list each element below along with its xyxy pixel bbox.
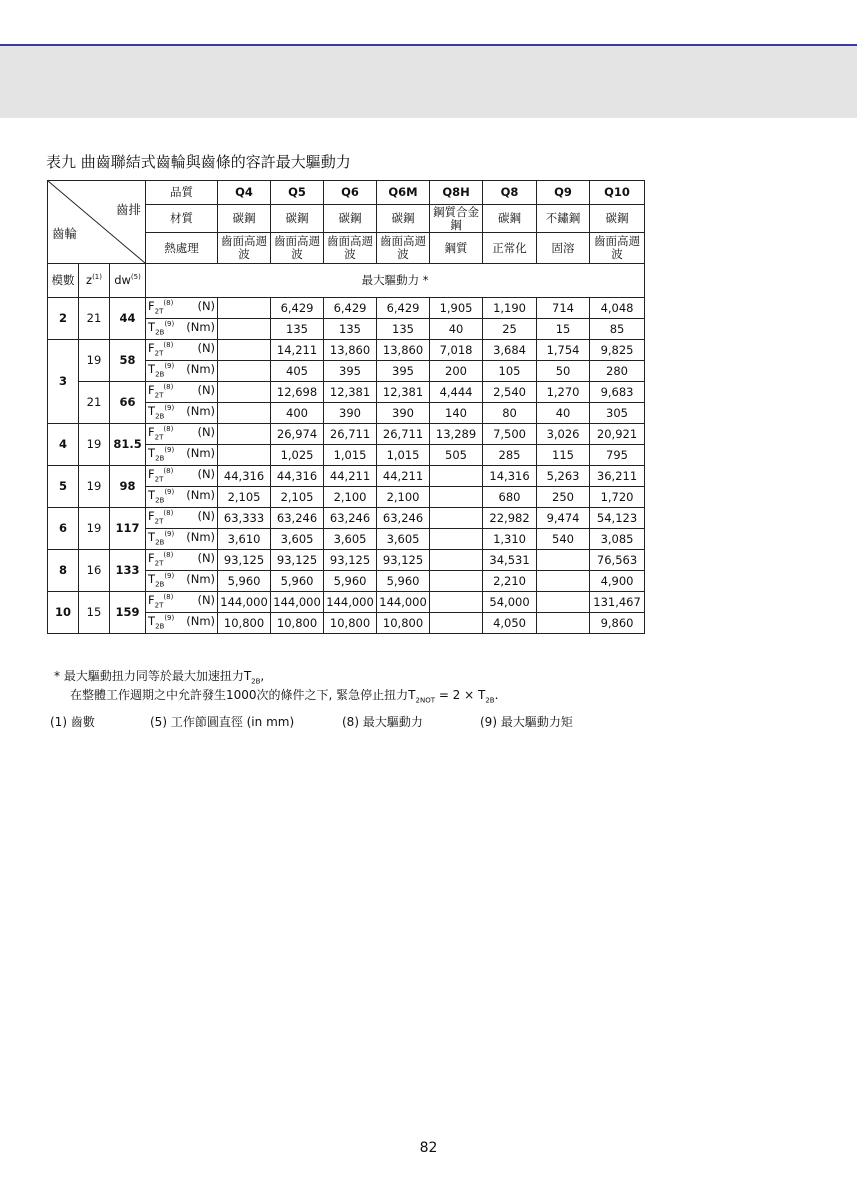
value-cell: 1,015 — [324, 445, 377, 466]
value-cell: 5,263 — [537, 466, 590, 487]
value-cell: 1,310 — [483, 529, 537, 550]
value-cell — [218, 298, 271, 319]
treatment-q6: 齒面高週波 — [324, 233, 377, 264]
z-cell: 21 — [79, 382, 110, 424]
treatment-q6m: 齒面高週波 — [377, 233, 430, 264]
torque-label: $T_{2B}^{(9)}$ (Nm) — [146, 613, 218, 634]
table-row — [48, 340, 645, 361]
table-row — [48, 550, 645, 571]
dw-cell: 81.5 — [110, 424, 146, 466]
torque-label: $T_{2B}^{(9)}$ (Nm) — [146, 445, 218, 466]
quality-label: 品質 — [146, 181, 218, 205]
value-cell: 93,125 — [324, 550, 377, 571]
z-header: $z^{(1)}$ — [79, 264, 110, 298]
value-cell: 2,105 — [218, 487, 271, 508]
table-row — [48, 424, 645, 445]
value-cell: 3,085 — [590, 529, 645, 550]
module-header: 模數 — [48, 264, 79, 298]
value-cell: 10,800 — [324, 613, 377, 634]
value-cell: 9,860 — [590, 613, 645, 634]
grade-q6m: Q6M — [377, 181, 430, 205]
value-cell: 105 — [483, 361, 537, 382]
value-cell: 1,720 — [590, 487, 645, 508]
grade-q8h: Q8H — [430, 181, 483, 205]
footnote-max-force: (8) 最大驅動力 — [342, 715, 423, 729]
value-cell: 40 — [537, 403, 590, 424]
value-cell: 36,211 — [590, 466, 645, 487]
value-cell: 1,015 — [377, 445, 430, 466]
value-cell: 2,105 — [271, 487, 324, 508]
value-cell: 9,683 — [590, 382, 645, 403]
table-row — [48, 298, 645, 319]
value-cell: 285 — [483, 445, 537, 466]
value-cell: 12,381 — [377, 382, 430, 403]
grade-q5: Q5 — [271, 181, 324, 205]
dw-cell: 159 — [110, 592, 146, 634]
value-cell: 63,333 — [218, 508, 271, 529]
value-cell: 25 — [483, 319, 537, 340]
value-cell: 6,429 — [324, 298, 377, 319]
value-cell: 93,125 — [218, 550, 271, 571]
force-label: $F_{2T}^{(8)}$ (N) — [146, 424, 218, 445]
footnote-pitch-diameter: (5) 工作節圓直徑 (in mm) — [150, 715, 295, 729]
force-label: $F_{2T}^{(8)}$ (N) — [146, 550, 218, 571]
z-cell: 15 — [79, 592, 110, 634]
value-cell: 2,100 — [324, 487, 377, 508]
value-cell — [218, 319, 271, 340]
value-cell: 1,270 — [537, 382, 590, 403]
value-cell: 7,018 — [430, 340, 483, 361]
material-label: 材質 — [146, 205, 218, 233]
dw-cell: 98 — [110, 466, 146, 508]
value-cell: 2,210 — [483, 571, 537, 592]
z-cell: 19 — [79, 340, 110, 382]
torque-label: $T_{2B}^{(9)}$ (Nm) — [146, 361, 218, 382]
z-cell: 19 — [79, 424, 110, 466]
drive-force-table — [47, 180, 645, 634]
value-cell — [218, 340, 271, 361]
value-cell: 14,211 — [271, 340, 324, 361]
z-cell: 21 — [79, 298, 110, 340]
footnote-max-torque: (9) 最大驅動力矩 — [480, 715, 573, 729]
material-q6: 碳鋼 — [324, 205, 377, 233]
grade-q8: Q8 — [483, 181, 537, 205]
value-cell: 44,211 — [324, 466, 377, 487]
force-label: $F_{2T}^{(8)}$ (N) — [146, 298, 218, 319]
value-cell: 540 — [537, 529, 590, 550]
dw-cell: 58 — [110, 340, 146, 382]
value-cell: 390 — [377, 403, 430, 424]
material-q9: 不鏽鋼 — [537, 205, 590, 233]
value-cell: 390 — [324, 403, 377, 424]
value-cell: 144,000 — [218, 592, 271, 613]
note-line-2: 在整體工作週期之中允許發生1000次的條件之下, 緊急停止扭力$T_{2NOT} = 2 \times T_{2B}$. — [70, 688, 499, 705]
module-cell: 2 — [48, 298, 79, 340]
treatment-q8h: 鋼質 — [430, 233, 483, 264]
torque-label: $T_{2B}^{(9)}$ (Nm) — [146, 571, 218, 592]
torque-label: $T_{2B}^{(9)}$ (Nm) — [146, 529, 218, 550]
value-cell: 2,100 — [377, 487, 430, 508]
material-q8: 碳鋼 — [483, 205, 537, 233]
value-cell: 135 — [271, 319, 324, 340]
value-cell: 144,000 — [377, 592, 430, 613]
value-cell: 3,684 — [483, 340, 537, 361]
value-cell: 795 — [590, 445, 645, 466]
value-cell — [218, 445, 271, 466]
header-band — [0, 46, 857, 118]
material-q10: 碳鋼 — [590, 205, 645, 233]
value-cell — [430, 592, 483, 613]
grade-q6: Q6 — [324, 181, 377, 205]
value-cell: 50 — [537, 361, 590, 382]
subheader-row — [48, 264, 645, 298]
value-cell — [430, 529, 483, 550]
table-row — [48, 466, 645, 487]
force-label: $F_{2T}^{(8)}$ (N) — [146, 466, 218, 487]
gear-label: 齒輪 — [52, 226, 78, 242]
value-cell: 140 — [430, 403, 483, 424]
value-cell: 93,125 — [377, 550, 430, 571]
value-cell: 280 — [590, 361, 645, 382]
value-cell: 1,754 — [537, 340, 590, 361]
value-cell: 13,860 — [377, 340, 430, 361]
value-cell: 400 — [271, 403, 324, 424]
treatment-q8: 正常化 — [483, 233, 537, 264]
value-cell: 5,960 — [271, 571, 324, 592]
value-cell: 3,605 — [377, 529, 430, 550]
value-cell: 3,026 — [537, 424, 590, 445]
grade-q10: Q10 — [590, 181, 645, 205]
value-cell: 12,698 — [271, 382, 324, 403]
dw-cell: 117 — [110, 508, 146, 550]
value-cell: 26,974 — [271, 424, 324, 445]
value-cell: 680 — [483, 487, 537, 508]
module-cell: 6 — [48, 508, 79, 550]
z-cell: 19 — [79, 466, 110, 508]
value-cell: 305 — [590, 403, 645, 424]
force-label: $F_{2T}^{(8)}$ (N) — [146, 382, 218, 403]
value-cell: 14,316 — [483, 466, 537, 487]
value-cell: 9,474 — [537, 508, 590, 529]
value-cell — [430, 466, 483, 487]
header-row-quality — [48, 181, 645, 205]
value-cell: 76,563 — [590, 550, 645, 571]
treatment-q9: 固溶 — [537, 233, 590, 264]
value-cell: 13,860 — [324, 340, 377, 361]
value-cell: 395 — [324, 361, 377, 382]
value-cell: 10,800 — [377, 613, 430, 634]
value-cell: 63,246 — [271, 508, 324, 529]
value-cell: 6,429 — [271, 298, 324, 319]
value-cell: 80 — [483, 403, 537, 424]
value-cell: 9,825 — [590, 340, 645, 361]
module-cell: 5 — [48, 466, 79, 508]
page-number: 82 — [419, 1140, 438, 1156]
treatment-label: 熱處理 — [146, 233, 218, 264]
value-cell: 44,316 — [218, 466, 271, 487]
value-cell: 4,050 — [483, 613, 537, 634]
value-cell: 44,316 — [271, 466, 324, 487]
value-cell: 22,982 — [483, 508, 537, 529]
note-line-1: * 最大驅動扭力同等於最大加速扭力$T_{2B}$, — [54, 669, 265, 686]
footnote-teeth: (1) 齒數 — [50, 715, 95, 729]
value-cell — [218, 424, 271, 445]
value-cell: 395 — [377, 361, 430, 382]
value-cell: 135 — [324, 319, 377, 340]
module-cell: 8 — [48, 550, 79, 592]
value-cell: 44,211 — [377, 466, 430, 487]
value-cell: 144,000 — [324, 592, 377, 613]
rack-label: 齒排 — [116, 202, 142, 217]
value-cell: 250 — [537, 487, 590, 508]
material-q6m: 碳鋼 — [377, 205, 430, 233]
value-cell: 10,800 — [271, 613, 324, 634]
material-q4: 碳鋼 — [218, 205, 271, 233]
table-row — [48, 592, 645, 613]
value-cell: 4,900 — [590, 571, 645, 592]
value-cell — [430, 613, 483, 634]
value-cell: 505 — [430, 445, 483, 466]
value-cell — [430, 508, 483, 529]
torque-label: $T_{2B}^{(9)}$ (Nm) — [146, 487, 218, 508]
value-cell: 63,246 — [324, 508, 377, 529]
value-cell: 131,467 — [590, 592, 645, 613]
value-cell: 5,960 — [377, 571, 430, 592]
value-cell: 405 — [271, 361, 324, 382]
value-cell: 13,289 — [430, 424, 483, 445]
value-cell: 15 — [537, 319, 590, 340]
value-cell: 3,605 — [271, 529, 324, 550]
value-cell: 5,960 — [218, 571, 271, 592]
z-cell: 19 — [79, 508, 110, 550]
value-cell: 115 — [537, 445, 590, 466]
table-row — [48, 382, 645, 403]
force-label: $F_{2T}^{(8)}$ (N) — [146, 340, 218, 361]
dw-cell: 133 — [110, 550, 146, 592]
value-cell — [537, 550, 590, 571]
value-cell: 6,429 — [377, 298, 430, 319]
value-cell: 1,905 — [430, 298, 483, 319]
value-cell: 5,960 — [324, 571, 377, 592]
value-cell — [537, 592, 590, 613]
value-cell: 135 — [377, 319, 430, 340]
value-cell: 2,540 — [483, 382, 537, 403]
diagonal-line — [48, 181, 145, 263]
value-cell — [218, 403, 271, 424]
table-row — [48, 508, 645, 529]
value-cell: 714 — [537, 298, 590, 319]
value-cell: 200 — [430, 361, 483, 382]
force-label: $F_{2T}^{(8)}$ (N) — [146, 592, 218, 613]
value-cell: 12,381 — [324, 382, 377, 403]
table-title: 表九 曲齒聯結式齒輪與齒條的容許最大驅動力 — [46, 153, 351, 171]
value-cell — [430, 550, 483, 571]
value-cell: 34,531 — [483, 550, 537, 571]
force-label: $F_{2T}^{(8)}$ (N) — [146, 508, 218, 529]
value-cell: 7,500 — [483, 424, 537, 445]
value-cell — [218, 382, 271, 403]
dw-header: $dw^{(5)}$ — [110, 264, 146, 298]
value-cell — [430, 571, 483, 592]
value-cell: 26,711 — [324, 424, 377, 445]
torque-label: $T_{2B}^{(9)}$ (Nm) — [146, 319, 218, 340]
value-cell: 93,125 — [271, 550, 324, 571]
value-cell: 26,711 — [377, 424, 430, 445]
corner-diagonal-cell — [48, 181, 146, 264]
value-cell: 40 — [430, 319, 483, 340]
value-cell: 4,444 — [430, 382, 483, 403]
value-cell: 1,025 — [271, 445, 324, 466]
value-cell — [537, 613, 590, 634]
grade-q4: Q4 — [218, 181, 271, 205]
z-cell: 16 — [79, 550, 110, 592]
value-cell: 54,000 — [483, 592, 537, 613]
dw-cell: 66 — [110, 382, 146, 424]
value-cell — [430, 487, 483, 508]
value-cell: 144,000 — [271, 592, 324, 613]
module-cell: 4 — [48, 424, 79, 466]
module-cell: 3 — [48, 340, 79, 424]
value-cell — [537, 571, 590, 592]
dw-cell: 44 — [110, 298, 146, 340]
value-cell: 3,605 — [324, 529, 377, 550]
material-q8h: 鋼質合金鋼 — [430, 205, 483, 233]
max-force-header: 最大驅動力 * — [146, 264, 645, 298]
value-cell: 54,123 — [590, 508, 645, 529]
value-cell — [218, 361, 271, 382]
value-cell: 20,921 — [590, 424, 645, 445]
value-cell: 63,246 — [377, 508, 430, 529]
value-cell: 85 — [590, 319, 645, 340]
grade-q9: Q9 — [537, 181, 590, 205]
material-q5: 碳鋼 — [271, 205, 324, 233]
value-cell: 4,048 — [590, 298, 645, 319]
treatment-q4: 齒面高週波 — [218, 233, 271, 264]
treatment-q5: 齒面高週波 — [271, 233, 324, 264]
treatment-q10: 齒面高週波 — [590, 233, 645, 264]
value-cell: 10,800 — [218, 613, 271, 634]
torque-label: $T_{2B}^{(9)}$ (Nm) — [146, 403, 218, 424]
module-cell: 10 — [48, 592, 79, 634]
value-cell: 1,190 — [483, 298, 537, 319]
value-cell: 3,610 — [218, 529, 271, 550]
